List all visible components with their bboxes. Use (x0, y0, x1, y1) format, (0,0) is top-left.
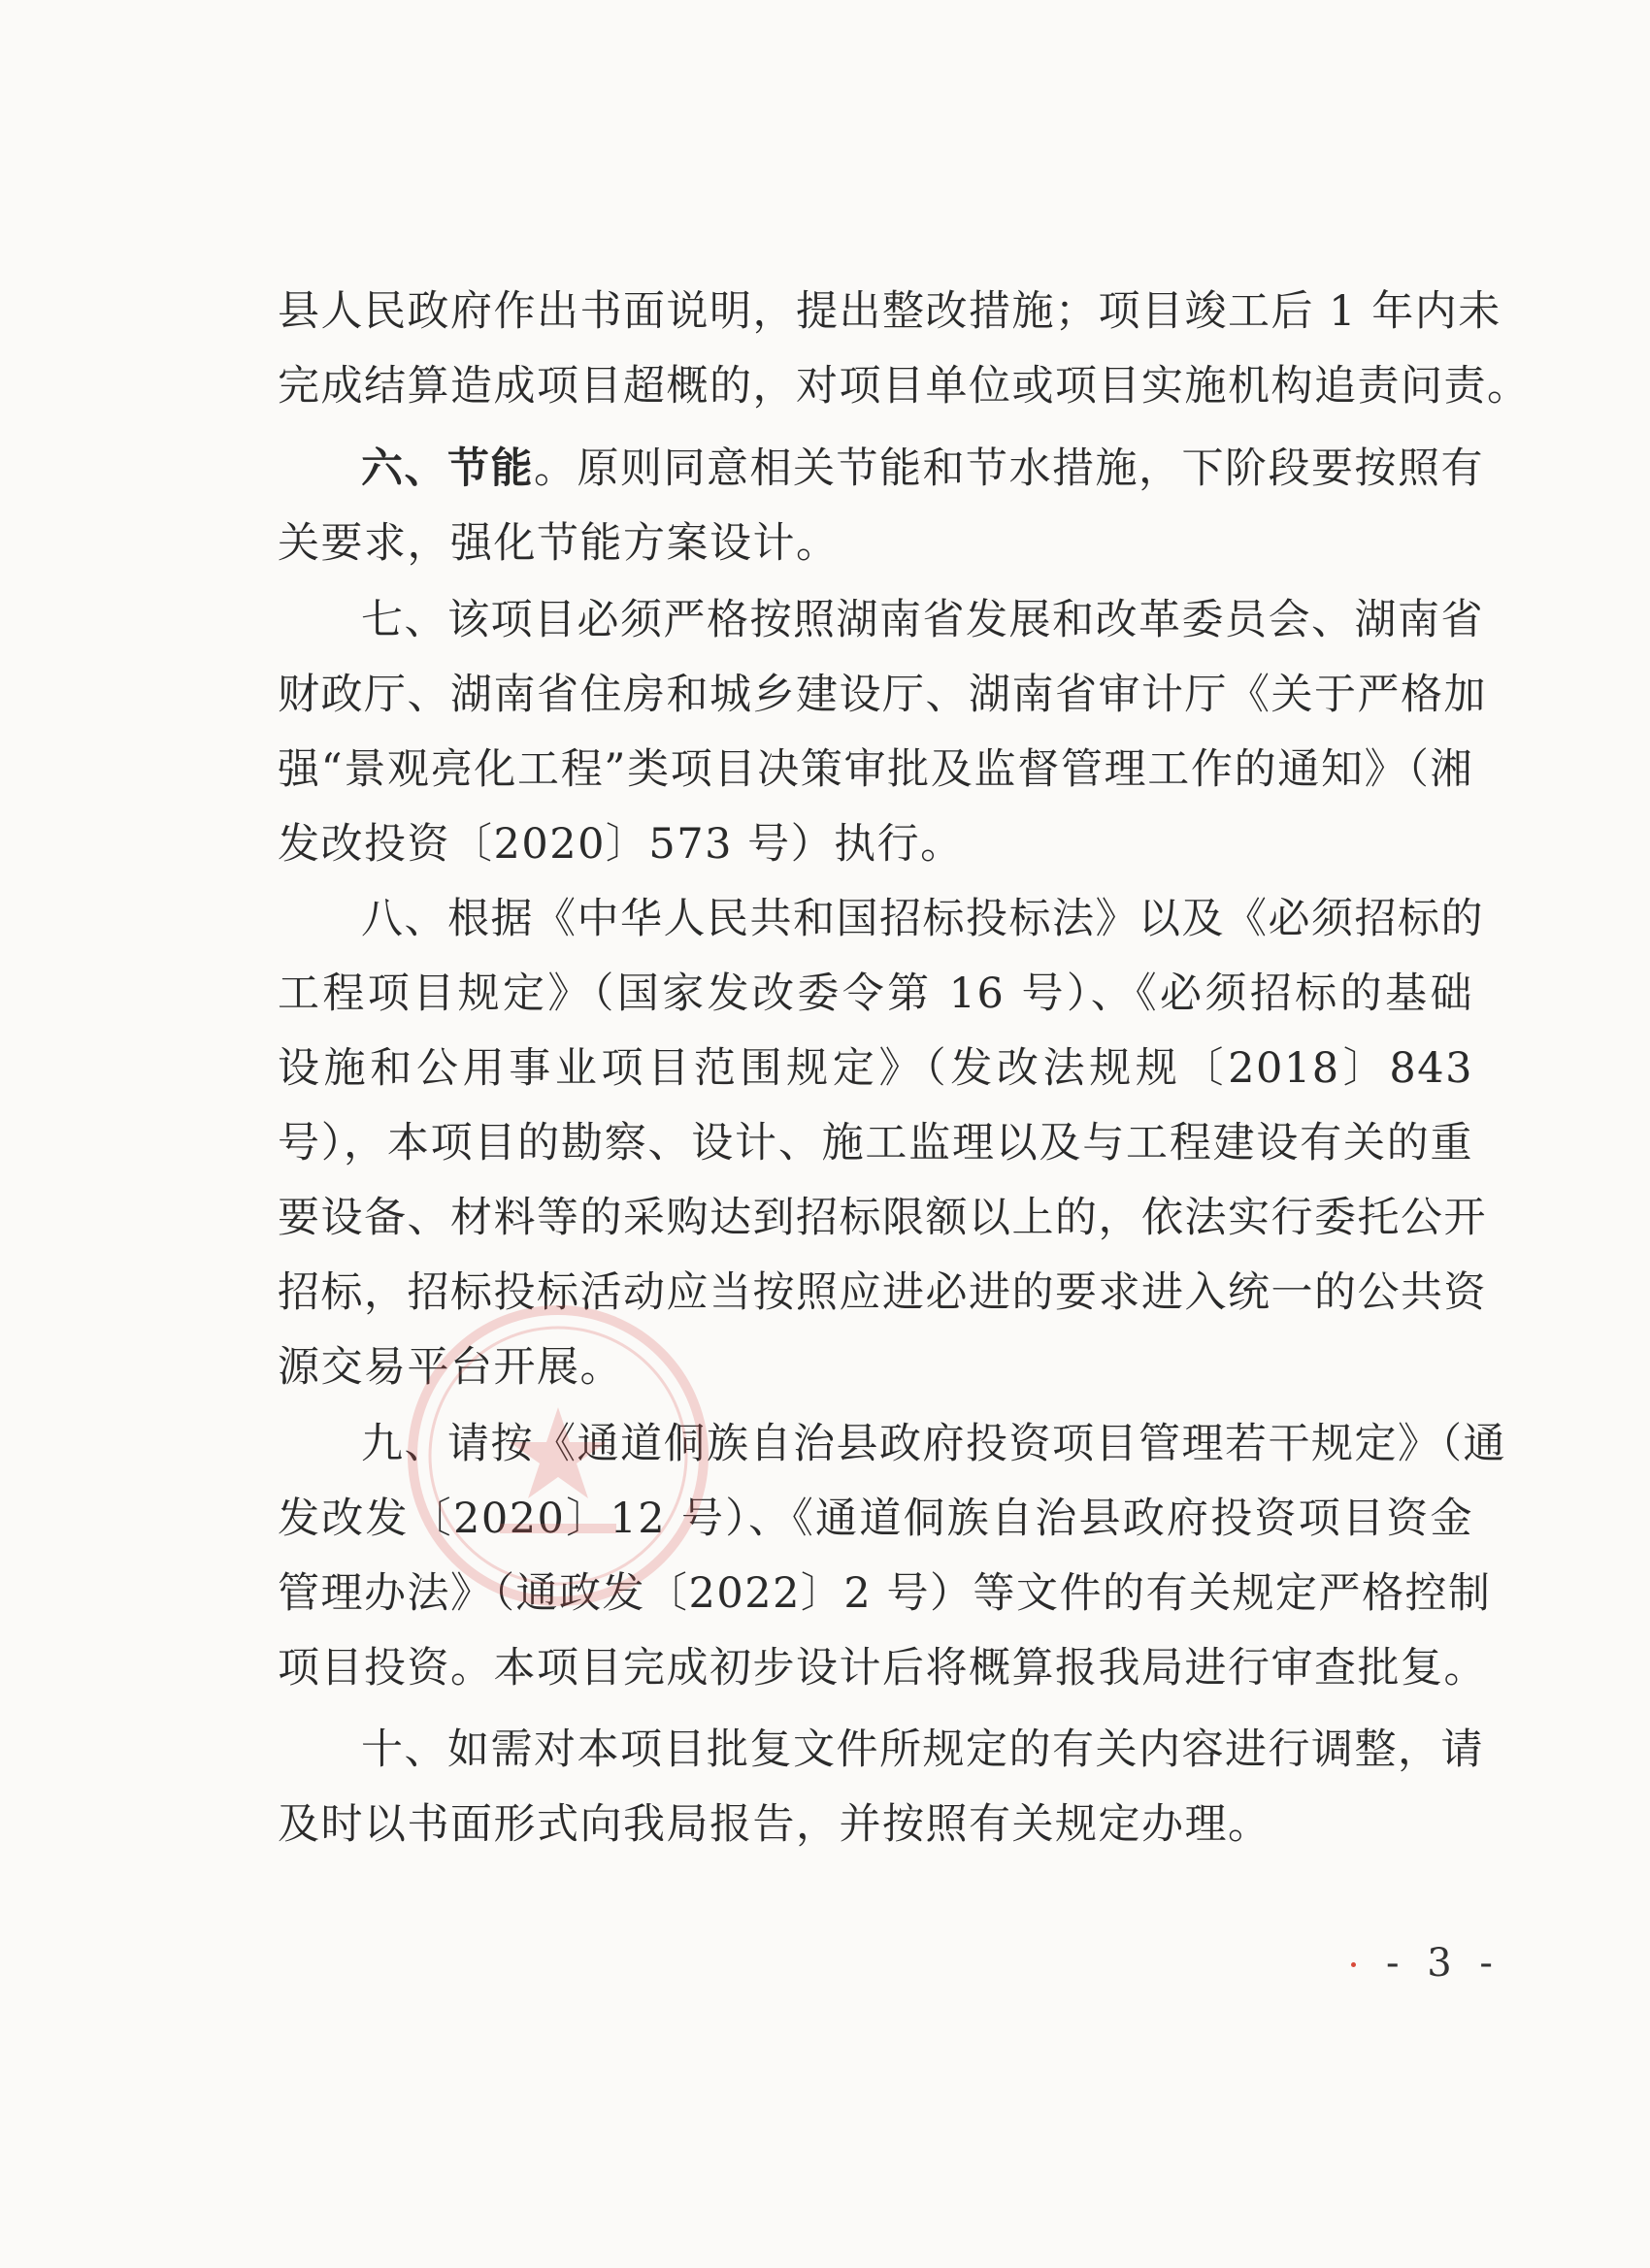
text-line: 招标，招标投标活动应当按照应进必进的要求进入统一的公共资 (278, 1268, 1487, 1317)
red-dot-mark (1351, 1962, 1356, 1967)
text-line: 发改发〔2020〕12 号）、《通道侗族自治县政府投资项目资金 (278, 1495, 1473, 1543)
text-line: 七、该项目必须严格按照湖南省发展和改革委员会、湖南省 (361, 596, 1484, 644)
paragraph-seven (278, 583, 1487, 882)
paragraph-nine (278, 1407, 1506, 1706)
text-line: 设施和公用事业项目范围规定》（发改法规规〔2018〕843 (278, 1044, 1473, 1093)
text-line (278, 432, 1484, 507)
paragraph-continuation (278, 275, 1531, 424)
section-heading: 六、节能 (361, 444, 534, 493)
page-number: - 3 - (1386, 1941, 1501, 1986)
text-fragment: 。原则同意相关节能和节水措施，下阶段要按照有 (534, 444, 1484, 493)
text-line: 十、如需对本项目批复文件所规定的有关内容进行调整，请 (361, 1726, 1484, 1774)
text-line: 强“景观亮化工程”类项目决策审批及监督管理工作的通知》（湘 (278, 745, 1473, 794)
text-line: 九、请按《通道侗族自治县政府投资项目管理若干规定》（通 (361, 1420, 1506, 1468)
paragraph-energy-saving (278, 432, 1484, 581)
text-line: 完成结算造成项目超概的，对项目单位或项目实施机构追责问责。 (278, 362, 1531, 411)
text-line: 管理办法》（通政发〔2022〕2 号）等文件的有关规定严格控制 (278, 1569, 1492, 1618)
paragraph-eight (278, 882, 1487, 1405)
text-line: 八、根据《中华人民共和国招标投标法》以及《必须招标的 (361, 895, 1484, 943)
text-line: 工程项目规定》（国家发改委令第 16 号）、《必须招标的基础 (278, 970, 1473, 1018)
text-line: 源交易平台开展。 (278, 1343, 623, 1392)
text-line: 发改投资〔2020〕573 号）执行。 (278, 820, 964, 869)
text-line: 财政厅、湖南省住房和城乡建设厅、湖南省审计厅《关于严格加 (278, 671, 1487, 719)
text-line: 县人民政府作出书面说明，提出整改措施；项目竣工后 1 年内未 (278, 287, 1502, 336)
text-line: 及时以书面形式向我局报告，并按照有关规定办理。 (278, 1800, 1271, 1849)
text-line: 号），本项目的勘察、设计、施工监理以及与工程建设有关的重 (278, 1119, 1473, 1167)
text-line: 关要求，强化节能方案设计。 (278, 519, 840, 568)
text-line: 项目投资。本项目完成初步设计后将概算报我局进行审查批复。 (278, 1644, 1487, 1693)
paragraph-ten (278, 1713, 1484, 1862)
text-line: 要设备、材料等的采购达到招标限额以上的，依法实行委托公开 (278, 1194, 1487, 1242)
